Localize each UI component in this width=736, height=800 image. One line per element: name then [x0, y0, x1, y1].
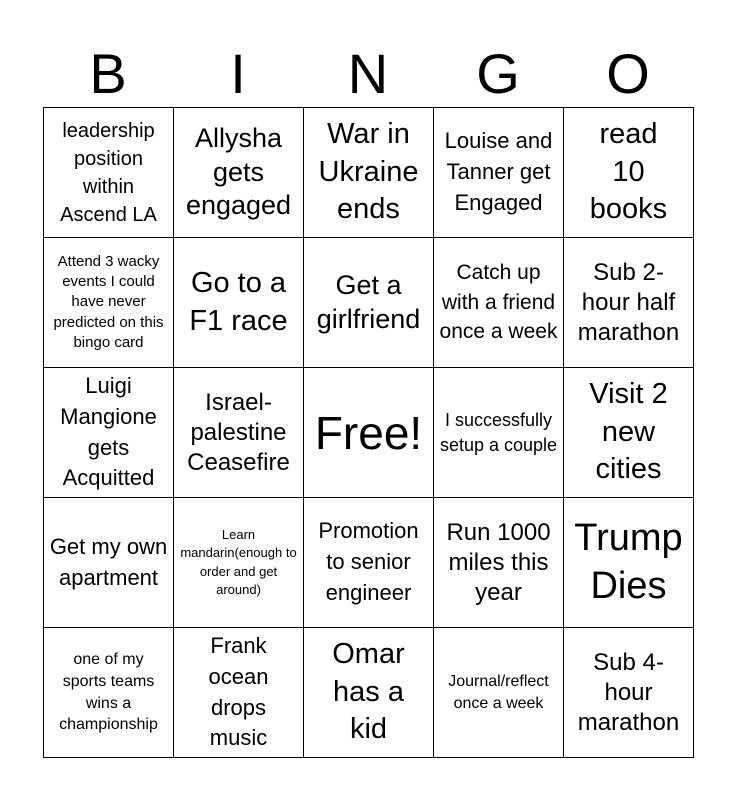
- bingo-cell-r2c1[interactable]: [44, 238, 174, 368]
- bingo-cell-label: I successfully setup a couple: [439, 410, 558, 455]
- bingo-cell-r4c2[interactable]: [174, 498, 304, 628]
- bingo-cell-label: Catch up with a friend once a week: [439, 261, 558, 344]
- header-letter-i: I: [230, 42, 246, 105]
- bingo-cell-r3c3[interactable]: [304, 368, 434, 498]
- bingo-cell-r2c4[interactable]: [434, 238, 564, 368]
- header-letter-b: B: [89, 42, 127, 105]
- bingo-cell-r3c4[interactable]: [434, 368, 564, 498]
- bingo-cell-r4c5[interactable]: [564, 498, 694, 628]
- bingo-cell-r5c5[interactable]: [564, 628, 694, 758]
- bingo-cell-r1c2[interactable]: [174, 108, 304, 238]
- bingo-cell-r1c3[interactable]: [304, 108, 434, 238]
- bingo-cell-label: Run 1000 miles this year: [446, 518, 551, 606]
- bingo-cell-label: War in Ukraine ends: [318, 117, 419, 226]
- bingo-cell-label: Trump Dies: [574, 517, 683, 607]
- bingo-cell-r1c1[interactable]: [44, 108, 174, 238]
- bingo-cell-label: Sub 4-hour marathon: [577, 648, 680, 736]
- bingo-cell-label: Louise and Tanner get Engaged: [444, 128, 553, 215]
- bingo-cell-r1c5[interactable]: [564, 108, 694, 238]
- bingo-cell-label: Frank ocean drops music: [208, 632, 269, 751]
- bingo-cell-r3c2[interactable]: [174, 368, 304, 498]
- bingo-cell-label: Visit 2 new cities: [589, 377, 668, 486]
- bingo-board: [43, 107, 694, 758]
- bingo-cell-r3c1[interactable]: [44, 368, 174, 498]
- bingo-cell-r4c3[interactable]: [304, 498, 434, 628]
- bingo-cell-label: Israel-palestine Ceasefire: [187, 388, 290, 476]
- bingo-cell-label: one of my sports teams wins a championship: [59, 651, 158, 734]
- free-space-label: Free!: [314, 406, 423, 459]
- bingo-header: [43, 40, 693, 108]
- bingo-cell-r5c2[interactable]: [174, 628, 304, 758]
- bingo-cell-r2c2[interactable]: [174, 238, 304, 368]
- bingo-cell-label: Omar has a kid: [332, 637, 405, 746]
- bingo-cell-label: Luigi Mangione gets Acquitted: [60, 372, 157, 491]
- bingo-cell-r2c5[interactable]: [564, 238, 694, 368]
- bingo-cell-r2c3[interactable]: [304, 238, 434, 368]
- bingo-cell-label: Attend 3 wacky events I could have never predicted on this bingo card: [53, 252, 164, 351]
- bingo-cell-label: Allysha gets engaged: [185, 122, 292, 221]
- bingo-cell-r4c4[interactable]: [434, 498, 564, 628]
- bingo-cell-label: Get my own apartment: [49, 533, 168, 590]
- bingo-cell-r3c5[interactable]: [564, 368, 694, 498]
- bingo-cell-label: Go to a F1 race: [189, 266, 288, 337]
- bingo-cell-label: leadership position within Ascend LA: [60, 119, 157, 226]
- bingo-cell-r5c1[interactable]: [44, 628, 174, 758]
- header-letter-g: G: [476, 42, 520, 105]
- bingo-cell-label: Get a girlfriend: [316, 269, 421, 334]
- header-letter-n: N: [347, 42, 389, 105]
- bingo-cell-label: Sub 2-hour half marathon: [577, 258, 680, 346]
- bingo-cell-label: Journal/reflect once a week: [448, 672, 549, 712]
- bingo-cell-r4c1[interactable]: [44, 498, 174, 628]
- bingo-cell-label: Learn mandarin(enough to order and get around): [180, 527, 297, 597]
- bingo-cell-label: read 10 books: [589, 117, 668, 226]
- header-letter-o: O: [606, 42, 650, 105]
- bingo-cell-label: Promotion to senior engineer: [318, 518, 419, 605]
- bingo-cell-r5c3[interactable]: [304, 628, 434, 758]
- bingo-cell-r5c4[interactable]: [434, 628, 564, 758]
- bingo-cell-r1c4[interactable]: [434, 108, 564, 238]
